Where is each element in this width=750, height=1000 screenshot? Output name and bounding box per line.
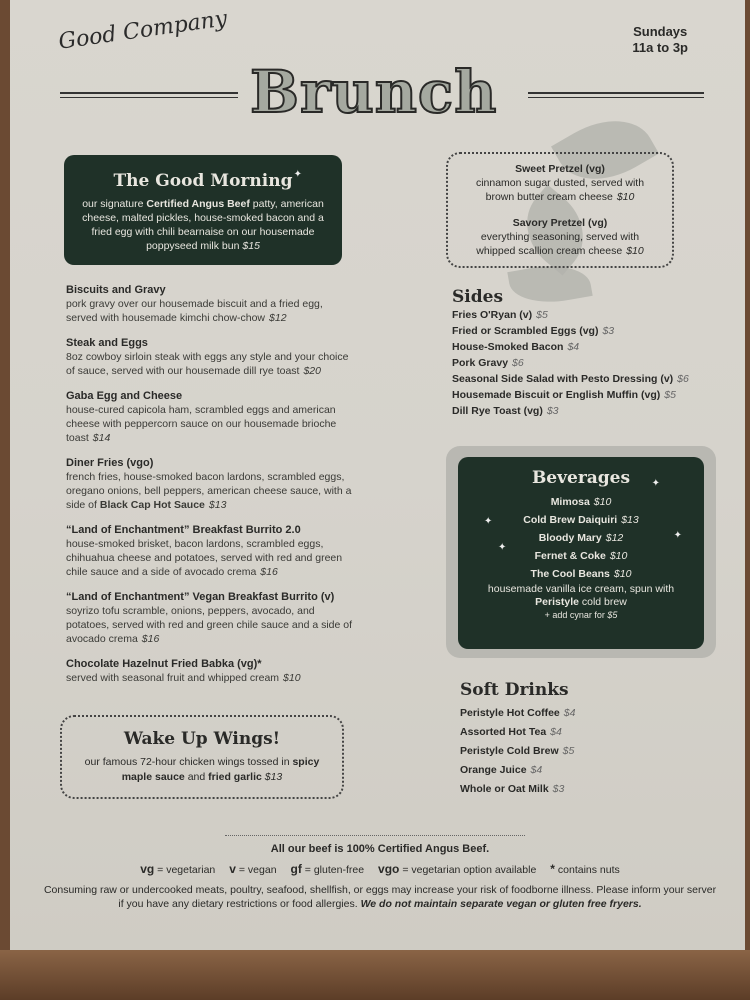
- side-item: [452, 387, 712, 403]
- item-price: $12: [605, 532, 624, 544]
- beverage-item: [466, 565, 696, 583]
- item-name: Cold Brew Daiquiri: [523, 514, 618, 526]
- soft-drink-item: [460, 742, 700, 761]
- cool-beans-desc: [466, 583, 696, 609]
- menu-item: [66, 456, 356, 512]
- legend-key: v: [229, 862, 236, 876]
- feature-box: [64, 155, 342, 265]
- pretzel-item: [462, 162, 658, 204]
- item-desc: pork gravy over our housemade biscuit and a fried egg, served with housemade kimchi chow-chow: [66, 298, 323, 324]
- hours-day: Sundays: [633, 24, 688, 39]
- item-name: Biscuits and Gravy: [66, 284, 166, 296]
- wings-price: $13: [264, 771, 283, 783]
- item-name: Seasonal Side Salad with Pesto Dressing (v): [452, 373, 674, 385]
- item-name: Fernet & Coke: [534, 550, 606, 562]
- item-desc: house-cured capicola ham, scrambled eggs and american cheese with peppercorn sauce on our housemade brioche toast: [66, 404, 337, 444]
- item-name: Gaba Egg and Cheese: [66, 390, 183, 402]
- item-desc: cold brew: [581, 596, 627, 608]
- item-desc: 8oz cowboy sirloin steak with eggs any style and your choice of sauce, served with our housemade dill rye toast: [66, 351, 349, 377]
- menu-items: [66, 283, 356, 696]
- item-name: Assorted Hot Tea: [460, 726, 547, 738]
- item-name: Pork Gravy: [452, 357, 509, 369]
- addon: [466, 609, 696, 622]
- soft-drinks-section: [460, 680, 700, 799]
- disclaimer-text: Consuming raw or undercooked meats, poultry, seafood, shellfish, or eggs may increase your risk of foodborne illness. Please inform your server if you have any dietary restrictions or food allergies.: [43, 884, 717, 910]
- item-price: $4: [530, 764, 543, 776]
- item-desc: housemade vanilla ice cream, spun with: [487, 583, 675, 595]
- legend-entry: [140, 864, 215, 876]
- item-price: $10: [616, 191, 635, 203]
- soft-drink-item: [460, 704, 700, 723]
- legend-value: contains nuts: [557, 864, 620, 876]
- wings-box: [60, 715, 344, 799]
- footer: [40, 842, 720, 911]
- menu-item: [66, 523, 356, 579]
- item-price: $10: [283, 672, 301, 684]
- legend-value: = vegetarian option available: [402, 864, 537, 876]
- sparkle-icon: ✦: [651, 478, 660, 489]
- item-price: $10: [593, 496, 612, 508]
- legend-key: *: [550, 862, 555, 876]
- legend-entry: [550, 864, 619, 876]
- item-desc: french fries, house-smoked bacon lardons, scrambled eggs, oregano onions, bell peppers, american cheese sauce, with a side of: [66, 471, 352, 511]
- page-title: Brunch: [250, 58, 498, 126]
- item-desc: everything seasoning, served with whipped scallion cream cheese: [476, 231, 640, 257]
- wings-desc: our famous 72-hour chicken wings tossed in: [84, 756, 290, 768]
- item-price: $3: [546, 405, 559, 417]
- side-item: [452, 323, 712, 339]
- item-price: $14: [92, 432, 111, 444]
- item-name: Steak and Eggs: [66, 337, 148, 349]
- menu-item: [66, 336, 356, 378]
- soft-drinks-title: Soft Drinks: [460, 680, 569, 700]
- legend-entry: [378, 864, 536, 876]
- wings-title: Wake Up Wings!: [123, 729, 281, 749]
- menu-item: [66, 283, 356, 325]
- menu-item: [66, 389, 356, 445]
- item-price: $10: [626, 245, 644, 257]
- item-price: $16: [141, 633, 160, 645]
- item-price: $12: [269, 312, 287, 324]
- legend-value: = vegan: [238, 864, 277, 876]
- soft-drink-item: [460, 780, 700, 799]
- sparkle-icon: ✦: [293, 169, 302, 180]
- item-name: Peristyle Cold Brew: [460, 745, 559, 757]
- feature-title: The Good Morning: [113, 171, 293, 191]
- side-item: [452, 371, 712, 387]
- item-price: $10: [613, 568, 632, 580]
- item-desc: cinnamon sugar dusted, served with brown butter cream cheese: [475, 177, 645, 203]
- wings-desc: and: [187, 771, 206, 783]
- item-name: Orange Juice: [460, 764, 527, 776]
- item-price: $16: [260, 566, 278, 578]
- item-price: $5: [562, 745, 575, 757]
- item-price: $3: [552, 783, 565, 795]
- beverages-box: [458, 457, 704, 649]
- feature-desc-bold: Certified Angus Beef: [146, 198, 250, 210]
- sparkle-icon: ✦: [484, 516, 493, 527]
- item-name: Housemade Biscuit or English Muffin (vg): [452, 389, 661, 401]
- beef-note: All our beef is 100% Certified Angus Beef.: [270, 843, 490, 855]
- item-price: $13: [621, 514, 639, 526]
- menu-item: [66, 590, 356, 646]
- feature-price: $15: [242, 240, 260, 252]
- table-surface: [0, 950, 750, 1000]
- item-desc: served with seasonal fruit and whipped cream: [66, 672, 280, 684]
- item-desc-bold: Black Cap Hot Sauce: [99, 499, 205, 511]
- disclaimer: [40, 883, 720, 911]
- item-name: Mimosa: [550, 496, 590, 508]
- sides-section: [452, 287, 712, 419]
- legend-entry: [229, 864, 276, 876]
- side-item: [452, 307, 712, 323]
- item-price: $5: [536, 309, 548, 321]
- soft-drink-item: [460, 723, 700, 742]
- item-price: $4: [567, 341, 580, 353]
- divider: [528, 92, 704, 98]
- item-name: The Cool Beans: [530, 568, 610, 580]
- item-price: $6: [512, 357, 524, 369]
- addon-price: $5: [607, 610, 618, 620]
- beverage-item: [466, 511, 696, 529]
- menu-item: [66, 657, 356, 685]
- item-price: $20: [303, 365, 321, 377]
- legend-key: vgo: [378, 862, 400, 876]
- item-name: Peristyle Hot Coffee: [460, 707, 560, 719]
- item-name: Whole or Oat Milk: [460, 783, 549, 795]
- feature-desc: [76, 197, 330, 253]
- feature-desc-text: our signature: [82, 198, 144, 210]
- pretzel-box: [446, 152, 674, 268]
- item-price: $10: [609, 550, 628, 562]
- diet-legend: [40, 862, 720, 877]
- item-name: Savory Pretzel (vg): [512, 217, 608, 229]
- item-name: House-Smoked Bacon: [452, 341, 564, 353]
- side-item: [452, 339, 712, 355]
- side-item: [452, 355, 712, 371]
- legend-value: = gluten-free: [304, 864, 365, 876]
- sparkle-icon: ✦: [673, 530, 682, 541]
- legend-key: vg: [140, 862, 155, 876]
- disclaimer-bold: We do not maintain separate vegan or gluten free fryers.: [360, 898, 642, 910]
- sparkle-icon: ✦: [498, 542, 507, 553]
- wings-sauce: spicy maple sauce: [121, 756, 320, 783]
- sides-title: Sides: [452, 287, 504, 307]
- item-desc: house-smoked brisket, bacon lardons, scrambled eggs, chihuahua cheese and potatoes, served with red and green chile sauce and a side of avocado crema: [66, 538, 343, 578]
- feature-desc-text: patty, american cheese, malted pickles, house-smoked bacon and a fried egg with chili bearnaise on our housemade poppyseed milk bun: [82, 198, 324, 252]
- beverages-title: Beverages: [531, 468, 631, 488]
- addon-text: + add cynar for: [544, 610, 605, 620]
- logo: Good Company: [57, 6, 229, 55]
- item-name: “Land of Enchantment” Vegan Breakfast Burrito (v): [66, 591, 335, 603]
- footer-divider: [225, 835, 525, 836]
- divider: [60, 92, 238, 98]
- item-price: $4: [550, 726, 562, 738]
- hours: [632, 24, 688, 56]
- pretzel-item: [462, 216, 658, 258]
- item-name: Fries O'Ryan (v): [452, 309, 533, 321]
- beverage-item: [466, 493, 696, 511]
- item-price: $13: [208, 499, 227, 511]
- legend-value: = vegetarian: [157, 864, 216, 876]
- item-name: Fried or Scrambled Eggs (vg): [452, 325, 599, 337]
- item-name: Dill Rye Toast (vg): [452, 405, 543, 417]
- item-desc: soyrizo tofu scramble, onions, peppers, avocado, and potatoes, served with red and green chile sauce and a side of avocado crema: [66, 605, 353, 645]
- wings-garlic: fried garlic: [208, 771, 262, 783]
- item-name: “Land of Enchantment” Breakfast Burrito 2.0: [66, 524, 301, 536]
- item-name: Bloody Mary: [538, 532, 602, 544]
- item-price: $4: [563, 707, 576, 719]
- hours-time: 11a to 3p: [632, 40, 688, 55]
- legend-key: gf: [290, 862, 302, 876]
- item-price: $6: [677, 373, 689, 385]
- item-name: Diner Fries (vgo): [66, 457, 154, 469]
- item-desc-bold: Peristyle: [535, 596, 579, 608]
- item-price: $5: [664, 389, 676, 401]
- item-name: Chocolate Hazelnut Fried Babka (vg)*: [66, 658, 262, 670]
- item-name: Sweet Pretzel (vg): [515, 163, 605, 175]
- soft-drink-item: [460, 761, 700, 780]
- side-item: [452, 403, 712, 419]
- legend-entry: [291, 864, 365, 876]
- item-price: $3: [602, 325, 615, 337]
